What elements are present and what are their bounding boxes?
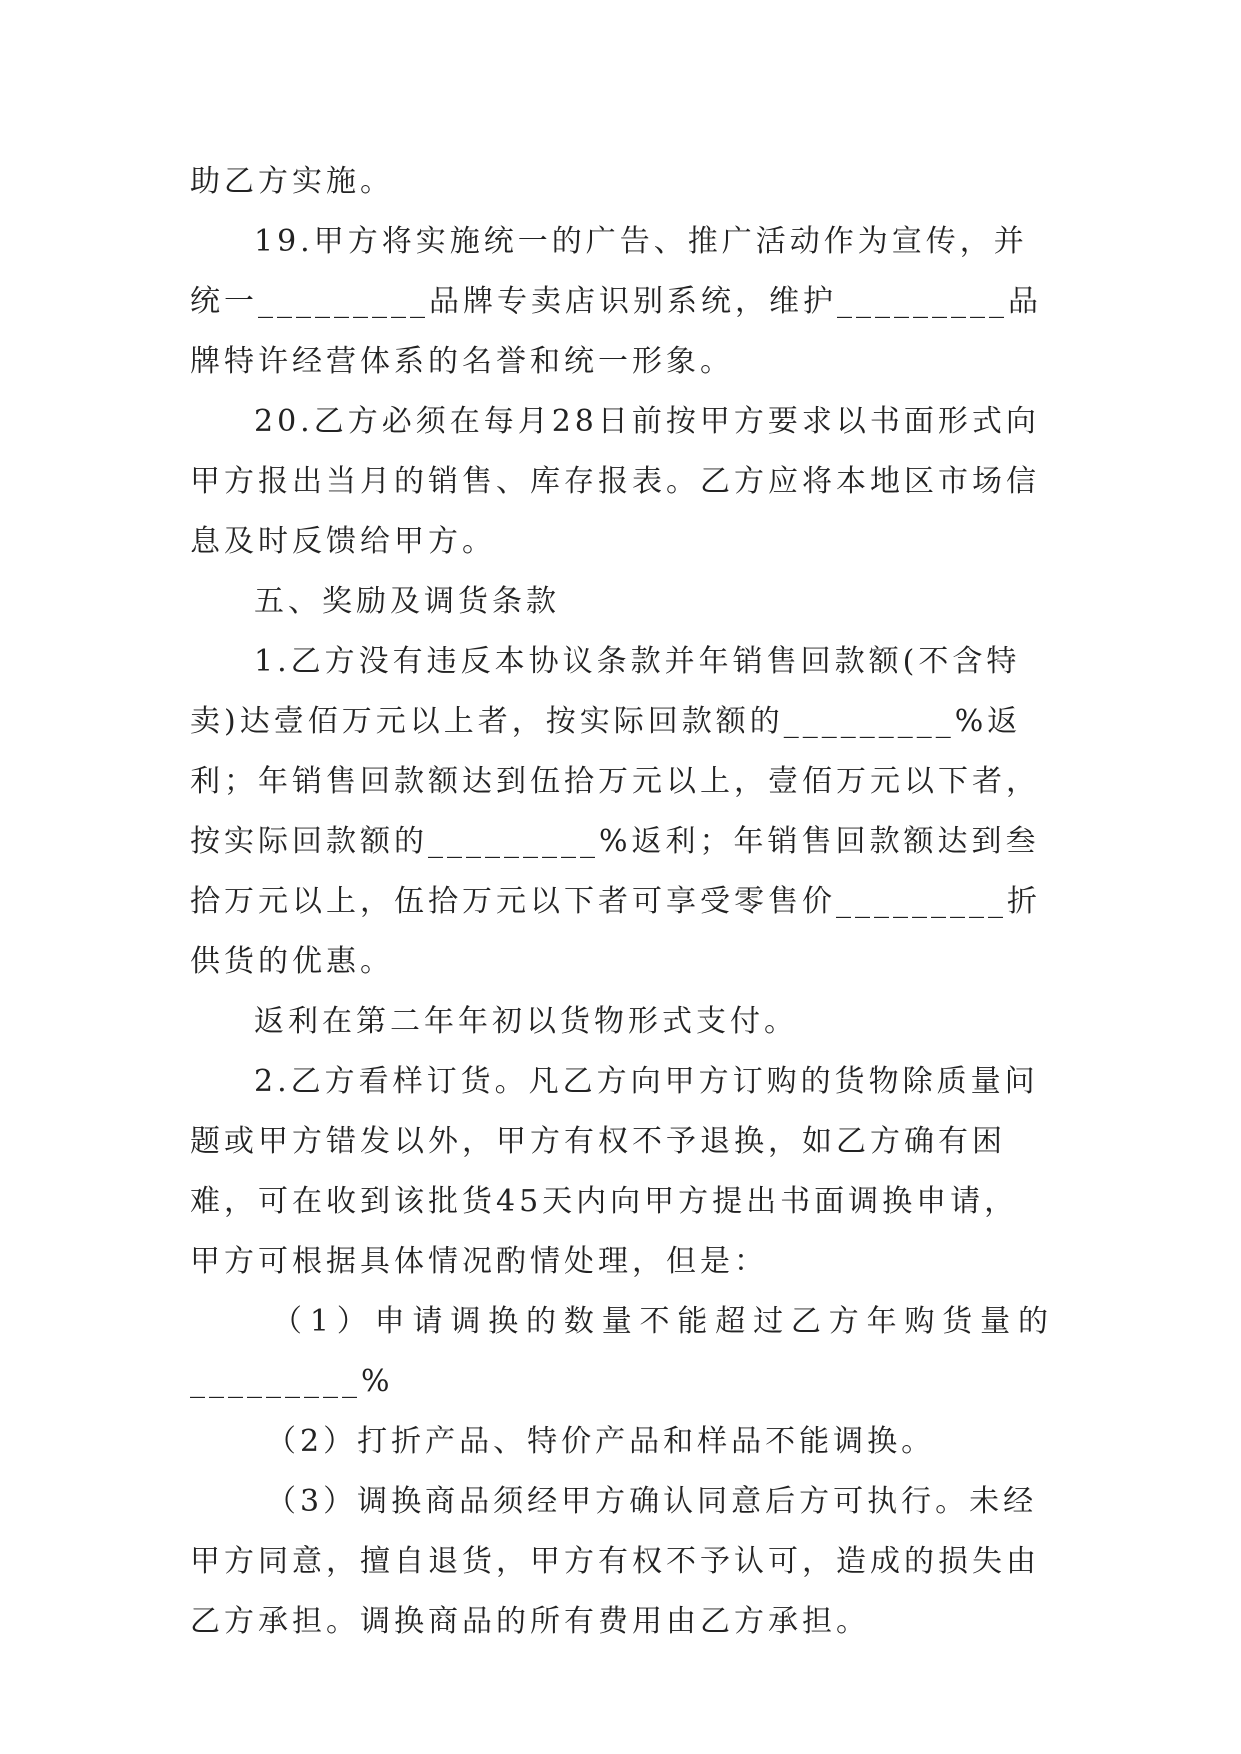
- clause-2-exchange: 2.乙方看样订货。凡乙方向甲方订购的货物除质量问题或甲方错发以外，甲方有权不予退换，如乙方确有困难，可在收到该批货45天内向甲方提出书面调换申请，甲方可根据具体情况酌情处理，但是：: [190, 1064, 1039, 1279]
- sub-item-3: （3）调换商品须经甲方确认同意后方可执行。未经甲方同意，擅自退货，甲方有权不予认可，造成的损失由乙方承担。调换商品的所有费用由乙方承担。: [190, 1484, 1040, 1639]
- sub-item-1: （1）申请调换的数量不能超过乙方年购货量的: [272, 1304, 1052, 1339]
- sub-item-1-blank: _________%: [190, 1364, 394, 1399]
- paragraph-continuation: 助乙方实施。: [190, 164, 394, 199]
- clause-20: 20.乙方必须在每月28日前按甲方要求以书面形式向甲方报出当月的销售、库存报表。乙方应将本地区市场信息及时反馈给甲方。: [190, 404, 1040, 559]
- clause-19: 19.甲方将实施统一的广告、推广活动作为宣传，并统一_________品牌专卖店识别系统，维护_________品牌特许经营体系的名誉和统一形象。: [190, 224, 1042, 379]
- section-heading: 五、奖励及调货条款: [254, 584, 560, 619]
- document-body: [190, 152, 1052, 1652]
- sub-item-2: （2）打折产品、特价产品和样品不能调换。: [266, 1424, 936, 1459]
- clause-1-rebate: 1.乙方没有违反本协议条款并年销售回款额(不含特卖)达壹佰万元以上者，按实际回款额的_________%返利；年销售回款额达到伍拾万元以上，壹佰万元以下者，按实际回款额的_________%返利；年销售回款额达到叁拾万元以上，伍拾万元以下者可享受零售价_________折供货的优惠。: [190, 644, 1041, 979]
- rebate-payment-note: 返利在第二年年初以货物形式支付。: [254, 1004, 798, 1039]
